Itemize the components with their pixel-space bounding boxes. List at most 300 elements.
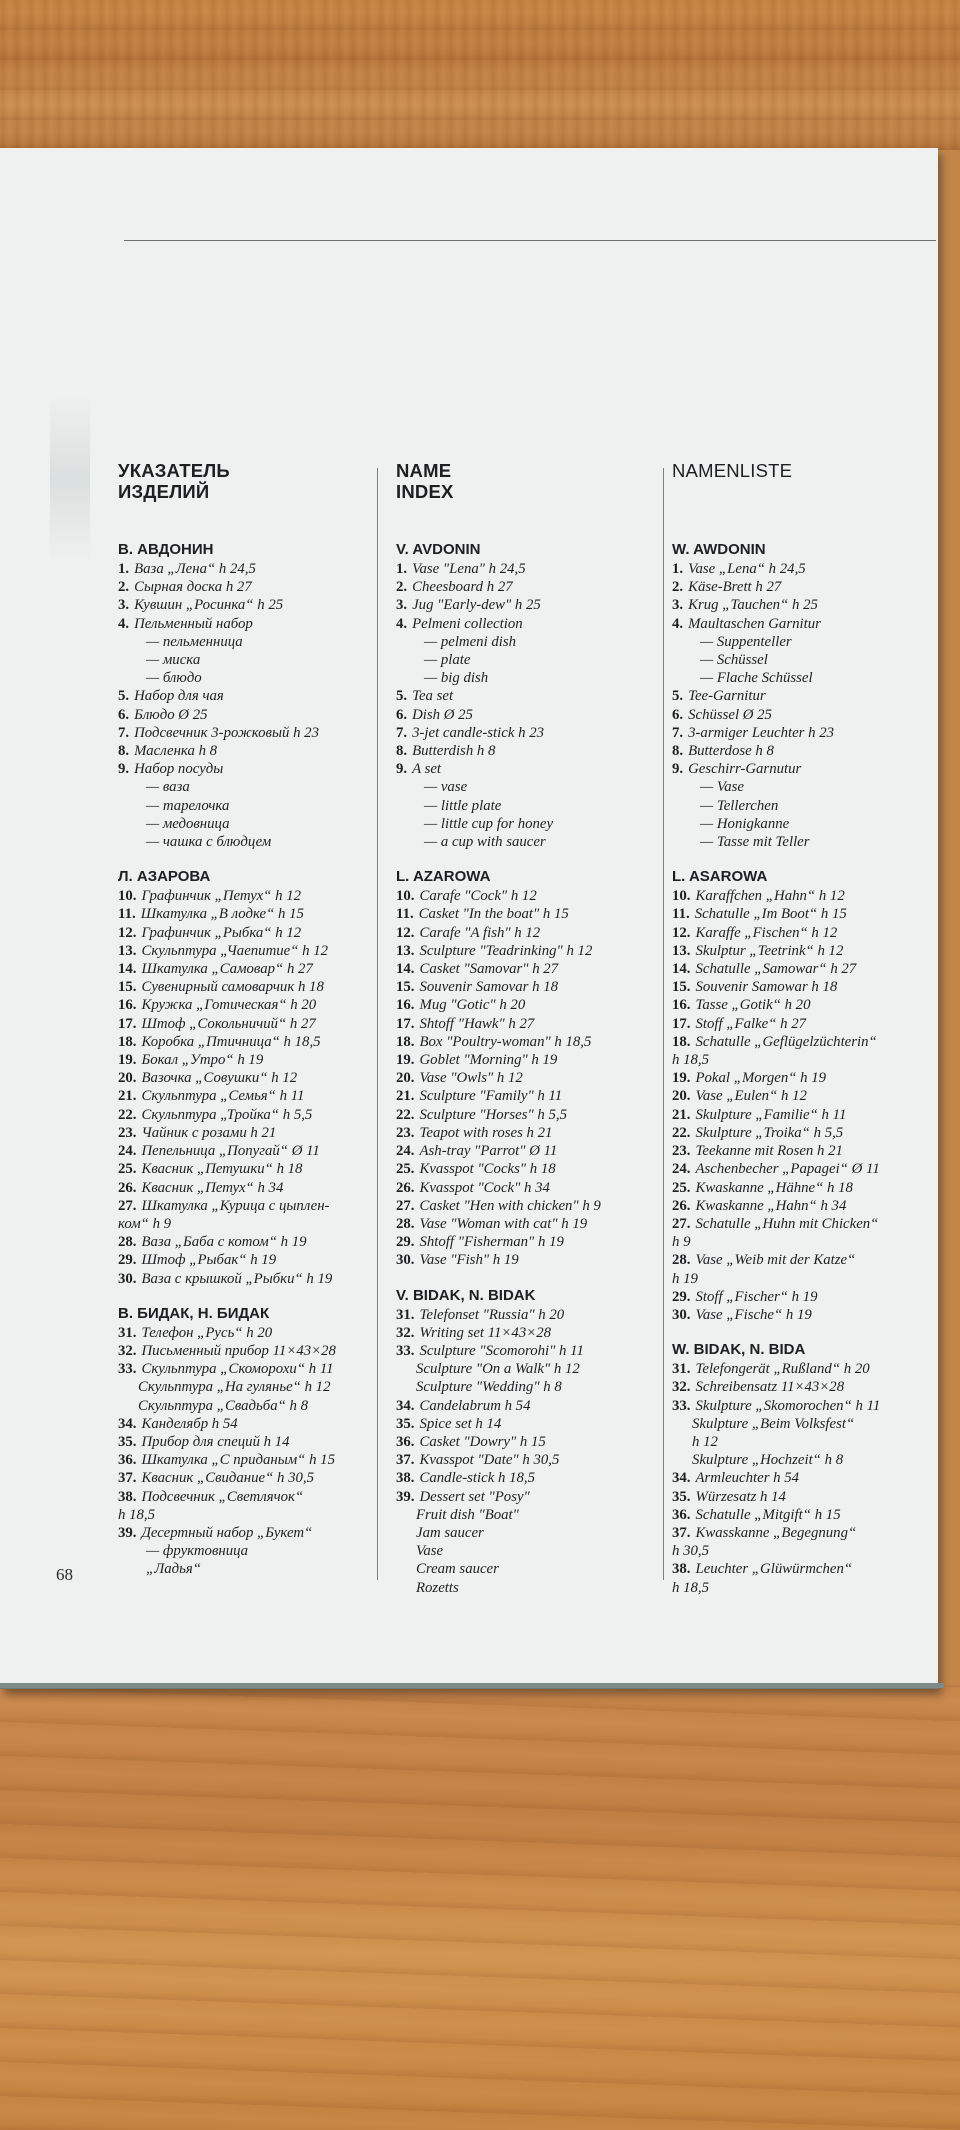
entry-text: Schüssel Ø 25 — [688, 706, 772, 723]
entry-number: 4. — [672, 615, 684, 632]
artist-section — [672, 1340, 934, 1597]
entry-text: Штоф „Сокольничий“ h 27 — [141, 1015, 316, 1032]
index-entry — [118, 615, 370, 633]
index-entry — [672, 1524, 934, 1560]
entry-number: 19. — [396, 1052, 415, 1069]
index-entry — [118, 1106, 370, 1124]
entry-text: Mug "Gotic" h 20 — [419, 997, 526, 1014]
entry-number: 24. — [396, 1143, 415, 1160]
artist-section — [672, 540, 934, 851]
entry-text: Подсвечник „Светлячок“ h 18,5 — [118, 1488, 304, 1523]
entry-text: Shtoff "Fisherman" h 19 — [419, 1234, 564, 1251]
index-entry — [672, 833, 934, 851]
index-entry — [396, 1342, 656, 1360]
entry-number: 34. — [672, 1470, 691, 1487]
index-entry — [672, 1160, 934, 1178]
index-entry — [118, 1324, 370, 1342]
entry-text: Spice set h 14 — [419, 1415, 502, 1432]
entry-number: 8. — [118, 743, 130, 760]
index-entry — [396, 924, 656, 942]
entry-text: Stoff „Fischer“ h 19 — [695, 1288, 818, 1305]
index-entry — [396, 560, 656, 578]
entry-text: Шкатулка „Самовар“ h 27 — [141, 961, 313, 978]
index-entry — [672, 1288, 934, 1306]
entry-number: 7. — [672, 724, 684, 741]
entry-number: 27. — [672, 1215, 691, 1232]
entry-text: Telefonset "Russia" h 20 — [419, 1306, 565, 1323]
entry-number: 24. — [672, 1161, 691, 1178]
index-entry — [118, 1179, 370, 1197]
index-entry — [118, 1124, 370, 1142]
entry-text: — Tasse mit Teller — [700, 834, 810, 851]
artist-section — [118, 867, 370, 1287]
wooden-table-bottom — [0, 1685, 960, 2130]
entry-text: Carafe "A fish" h 12 — [419, 924, 541, 941]
index-entry — [672, 578, 934, 596]
entry-text: — big dish — [424, 670, 489, 687]
index-entry — [672, 942, 934, 960]
wooden-table-top — [0, 0, 960, 150]
entry-number: 4. — [396, 615, 408, 632]
entry-number: 27. — [396, 1197, 415, 1214]
entry-number: 22. — [396, 1106, 415, 1123]
entry-text: Vase "Fish" h 19 — [419, 1252, 519, 1269]
entry-number: 11. — [672, 906, 690, 923]
entry-number: 23. — [396, 1124, 415, 1141]
entry-text: 3-jet candle-stick h 23 — [412, 724, 545, 741]
entry-number: 30. — [672, 1306, 691, 1323]
entry-text: — vase — [424, 779, 468, 796]
entry-text: — фруктовница — [146, 1543, 249, 1560]
entry-text: Teekanne mit Rosen h 21 — [695, 1143, 843, 1160]
entry-number: 26. — [118, 1179, 137, 1196]
entry-number: 38. — [118, 1488, 137, 1505]
entry-text: Skulpture „Troika“ h 5,5 — [695, 1124, 844, 1141]
column-english — [396, 460, 656, 1613]
index-entry — [118, 578, 370, 596]
index-entry — [672, 1560, 934, 1596]
entry-text: Десертный набор „Букет“ — [141, 1524, 313, 1541]
index-entry — [396, 1579, 656, 1597]
entry-number: 14. — [118, 961, 137, 978]
entry-number: 1. — [118, 561, 130, 577]
entry-text: Krug „Tauchen“ h 25 — [688, 597, 818, 614]
entry-number: 39. — [396, 1488, 415, 1505]
entry-text: Ваза „Лена“ h 24,5 — [134, 561, 256, 577]
entry-text: — Vase — [700, 779, 744, 796]
entry-text: Kvasspot "Cock" h 34 — [419, 1179, 550, 1196]
entry-text: 3-armiger Leuchter h 23 — [688, 724, 835, 741]
entry-number: 20. — [396, 1070, 415, 1087]
entry-number: 12. — [396, 924, 415, 941]
artist-name: W. AWDONIN — [672, 541, 766, 558]
index-entry — [672, 1197, 934, 1215]
index-entry — [118, 1469, 370, 1487]
page-stack-edge — [0, 1683, 944, 1688]
show-through-print — [50, 393, 90, 563]
entry-text: Масленка h 8 — [134, 743, 218, 760]
entry-text: Kvasspot "Date" h 30,5 — [419, 1452, 560, 1469]
entry-number: 31. — [672, 1361, 691, 1378]
entry-text: Ваза „Баба с котом“ h 19 — [141, 1234, 307, 1251]
index-entry — [118, 1160, 370, 1178]
entry-text: Ваза с крышкой „Рыбки“ h 19 — [141, 1270, 333, 1287]
entry-number: 33. — [672, 1397, 691, 1414]
index-entry — [118, 778, 370, 796]
entry-text: Schreibensatz 11×43×28 — [695, 1379, 845, 1396]
entry-number: 11. — [396, 906, 414, 923]
index-entry — [118, 1342, 370, 1360]
entry-text: — блюдо — [146, 670, 202, 687]
artist-section — [118, 540, 370, 851]
entry-number: 36. — [118, 1452, 137, 1469]
entry-text: Vase "Owls" h 12 — [419, 1070, 523, 1087]
index-entry — [396, 778, 656, 796]
index-entry — [118, 1378, 370, 1396]
entry-text: — Flache Schüssel — [700, 670, 813, 687]
index-entry — [396, 1179, 656, 1197]
entry-text: Pelmeni collection — [412, 615, 523, 632]
entry-number: 33. — [118, 1361, 137, 1378]
column-german — [672, 460, 934, 1613]
artist-section — [396, 1286, 656, 1597]
entry-text: Графинчик „Рыбка“ h 12 — [141, 924, 302, 941]
entry-text: Sculpture "Wedding" h 8 — [416, 1379, 562, 1396]
artist-name: L. ASAROWA — [672, 868, 768, 886]
entry-number: 15. — [396, 979, 415, 996]
index-entry — [672, 1360, 934, 1378]
entry-number: 9. — [672, 761, 684, 778]
index-entry — [118, 797, 370, 815]
entry-text: Шкатулка „В лодке“ h 15 — [140, 906, 304, 923]
index-entry — [672, 615, 934, 633]
entry-text: Скульптура „Скоморохи“ h 11 — [141, 1361, 334, 1378]
entry-text: — pelmeni dish — [424, 633, 517, 650]
index-entry — [118, 1270, 370, 1288]
entry-text: — Honigkanne — [700, 815, 790, 832]
entry-number: 33. — [396, 1342, 415, 1359]
entry-text: Sculpture "Teadrinking" h 12 — [419, 942, 593, 959]
index-entry — [672, 760, 934, 778]
entry-number: 3. — [396, 597, 408, 614]
entry-number: 14. — [672, 961, 691, 978]
entry-text: Cheesboard h 27 — [412, 579, 513, 596]
index-entry — [118, 669, 370, 687]
entry-text: Tee-Garnitur — [688, 688, 766, 705]
index-entry — [396, 1106, 656, 1124]
column-header: NAMENLISTE — [672, 460, 793, 481]
index-entry — [118, 1560, 370, 1578]
entry-number: 20. — [118, 1070, 137, 1087]
index-entry — [118, 1197, 370, 1233]
entry-number: 17. — [396, 1015, 415, 1032]
index-entry — [396, 1069, 656, 1087]
index-entry — [396, 596, 656, 614]
index-entry — [396, 1233, 656, 1251]
entry-text: Vase "Lena" h 24,5 — [412, 561, 526, 577]
entry-number: 29. — [118, 1252, 137, 1269]
entry-number: 21. — [396, 1088, 415, 1105]
index-entry — [396, 1397, 656, 1415]
index-entry — [118, 1069, 370, 1087]
index-entry — [118, 560, 370, 578]
entry-text: Souvenir Samowar h 18 — [695, 979, 838, 996]
entry-text: Вазочка „Совушки“ h 12 — [141, 1070, 298, 1087]
index-entry — [672, 1215, 934, 1251]
index-entry — [396, 1415, 656, 1433]
entry-number: 24. — [118, 1143, 137, 1160]
entry-number: 31. — [396, 1306, 415, 1323]
entry-text: Cream saucer — [416, 1561, 499, 1578]
entry-text: Kvasspot "Cocks" h 18 — [419, 1161, 556, 1178]
index-entry — [396, 960, 656, 978]
index-entry — [396, 1124, 656, 1142]
index-entry — [118, 1433, 370, 1451]
entry-number: 32. — [118, 1342, 137, 1359]
entry-number: 16. — [672, 997, 691, 1014]
entry-text: Teapot with roses h 21 — [419, 1124, 553, 1141]
entry-text: — plate — [424, 652, 471, 669]
entry-text: Набор для чая — [134, 688, 224, 705]
index-entry — [396, 942, 656, 960]
entry-text: Armleuchter h 54 — [695, 1470, 800, 1487]
entry-number: 18. — [118, 1033, 137, 1050]
index-entry — [672, 924, 934, 942]
entry-text: Casket "Samovar" h 27 — [419, 961, 559, 978]
index-entry — [396, 633, 656, 651]
index-entry — [118, 1397, 370, 1415]
entry-number: 39. — [118, 1524, 137, 1541]
column-header: NAME INDEX — [396, 460, 454, 502]
entry-text: Telefongerät „Rußland“ h 20 — [695, 1361, 870, 1378]
entry-number: 6. — [118, 706, 130, 723]
index-entry — [396, 1524, 656, 1542]
index-entry — [396, 1542, 656, 1560]
entry-text: Stoff „Falke“ h 27 — [695, 1015, 807, 1032]
entry-text: Графинчик „Петух“ h 12 — [141, 888, 301, 905]
index-entry — [672, 1488, 934, 1506]
entry-number: 22. — [118, 1106, 137, 1123]
index-entry — [672, 1124, 934, 1142]
entry-number: 18. — [396, 1033, 415, 1050]
entry-text: Шкатулка „С приданым“ h 15 — [141, 1452, 335, 1469]
entry-text: A set — [412, 761, 442, 778]
entry-number: 7. — [118, 724, 130, 741]
entry-number: 12. — [118, 924, 137, 941]
entry-text: Butterdose h 8 — [688, 743, 774, 760]
entry-text: Goblet "Morning" h 19 — [419, 1052, 558, 1069]
index-entry — [672, 1378, 934, 1396]
entry-text: Karaffchen „Hahn“ h 12 — [695, 888, 845, 905]
index-entry — [118, 1051, 370, 1069]
entry-text: — медовница — [146, 815, 230, 832]
column-header: УКАЗАТЕЛЬ ИЗДЕЛИЙ — [118, 460, 230, 502]
index-entry — [672, 1397, 934, 1415]
entry-number: 36. — [396, 1433, 415, 1450]
entry-text: Box "Poultry-woman" h 18,5 — [419, 1033, 592, 1050]
index-entry — [672, 815, 934, 833]
index-entry — [118, 760, 370, 778]
index-entry — [672, 1106, 934, 1124]
entry-text: Vase „Fische“ h 19 — [695, 1306, 812, 1323]
entry-text: Skulptur „Teetrink“ h 12 — [695, 942, 844, 959]
entry-text: Shtoff "Hawk" h 27 — [419, 1015, 535, 1032]
entry-text: Телефон „Русь“ h 20 — [141, 1324, 273, 1341]
entry-text: Maultaschen Garnitur — [688, 615, 821, 632]
index-entry — [396, 1324, 656, 1342]
index-entry — [672, 651, 934, 669]
index-entry — [396, 1378, 656, 1396]
index-entry — [118, 1451, 370, 1469]
index-entry — [672, 1087, 934, 1105]
entry-text: Vase „Weib mit der Katze“ h 19 — [672, 1252, 856, 1287]
entry-number: 28. — [118, 1234, 137, 1251]
entry-number: 38. — [672, 1561, 691, 1578]
index-entry — [118, 596, 370, 614]
entry-number: 37. — [118, 1470, 137, 1487]
entry-text: Скульптура „Чаепитие“ h 12 — [141, 942, 329, 959]
entry-text: Käse-Brett h 27 — [688, 579, 782, 596]
entry-text: — Schüssel — [700, 652, 768, 669]
entry-text: Прибор для специй h 14 — [141, 1433, 290, 1450]
entry-number: 36. — [672, 1506, 691, 1523]
entry-number: 12. — [672, 924, 691, 941]
entry-text: Kwaskanne „Hähne“ h 18 — [695, 1179, 853, 1196]
index-entry — [118, 1142, 370, 1160]
entry-text: Casket "Hen with chicken" h 9 — [419, 1197, 601, 1214]
entry-number: 7. — [396, 724, 408, 741]
entry-text: Rozetts — [416, 1579, 459, 1596]
index-entry — [672, 1251, 934, 1287]
index-entry — [118, 815, 370, 833]
entry-text: Сувенирный самоварчик h 18 — [141, 979, 324, 996]
index-entry — [396, 905, 656, 923]
entry-number: 34. — [118, 1415, 137, 1432]
entry-text: Sculpture "On a Walk" h 12 — [416, 1361, 580, 1378]
entry-text: Квасник „Петух“ h 34 — [141, 1179, 284, 1196]
entry-text: Aschenbecher „Papagei“ Ø 11 — [695, 1161, 880, 1178]
index-entry — [396, 669, 656, 687]
entry-number: 19. — [672, 1070, 691, 1087]
entry-text: Skulpture „Familie“ h 11 — [695, 1106, 847, 1123]
entry-number: 13. — [396, 942, 415, 959]
index-entry — [396, 1360, 656, 1378]
index-entry — [672, 996, 934, 1014]
index-entry — [118, 1360, 370, 1378]
index-entry — [672, 1033, 934, 1069]
entry-text: Sculpture "Scomorohi" h 11 — [419, 1342, 584, 1359]
index-entry — [396, 1033, 656, 1051]
entry-text: Скульптура „Семья“ h 11 — [141, 1088, 305, 1105]
entry-text: Vase — [416, 1543, 444, 1560]
entry-text: Sculpture "Horses" h 5,5 — [419, 1106, 568, 1123]
entry-text: Бокал „Утро“ h 19 — [141, 1052, 264, 1069]
entry-number: 25. — [118, 1161, 137, 1178]
entry-text: — тарелочка — [146, 797, 230, 814]
index-entry — [118, 1087, 370, 1105]
artist-name: L. AZAROWA — [396, 868, 491, 886]
entry-number: 10. — [118, 888, 137, 905]
entry-number: 28. — [672, 1252, 691, 1269]
entry-number: 9. — [396, 761, 408, 778]
entry-text: „Ладья“ — [146, 1561, 201, 1578]
index-entry — [396, 978, 656, 996]
index-entry — [396, 578, 656, 596]
entry-text: Würzesatz h 14 — [695, 1488, 786, 1505]
index-entry — [396, 1015, 656, 1033]
entry-text: Candle-stick h 18,5 — [419, 1470, 535, 1487]
index-entry — [396, 687, 656, 705]
entry-number: 18. — [672, 1033, 691, 1050]
index-entry — [118, 1015, 370, 1033]
index-entry — [396, 1160, 656, 1178]
entry-number: 16. — [396, 997, 415, 1014]
index-entry — [396, 797, 656, 815]
entry-number: 38. — [396, 1470, 415, 1487]
artist-name: Л. АЗАРОВА — [118, 868, 211, 886]
index-entry — [672, 1451, 934, 1469]
index-entry — [396, 1251, 656, 1269]
entry-number: 3. — [672, 597, 684, 614]
entry-number: 29. — [672, 1288, 691, 1305]
index-entry — [118, 687, 370, 705]
entry-number: 15. — [118, 979, 137, 996]
entry-number: 30. — [396, 1252, 415, 1269]
entry-number: 2. — [118, 579, 130, 596]
entry-number: 17. — [672, 1015, 691, 1032]
index-entry — [118, 996, 370, 1014]
entry-text: Fruit dish "Boat" — [416, 1506, 519, 1523]
entry-text: Tea set — [412, 688, 454, 705]
entry-text: — a cup with saucer — [424, 834, 546, 851]
entry-text: Writing set 11×43×28 — [419, 1324, 551, 1341]
entry-text: Ash-tray "Parrot" Ø 11 — [419, 1143, 558, 1160]
entry-number: 23. — [672, 1143, 691, 1160]
entry-number: 5. — [118, 688, 130, 705]
index-entry — [118, 633, 370, 651]
entry-text: — little cup for honey — [424, 815, 554, 832]
index-entry — [118, 887, 370, 905]
entry-text: Пельменный набор — [134, 615, 253, 632]
entry-number: 37. — [672, 1524, 691, 1541]
entry-text: Tasse „Gotik“ h 20 — [695, 997, 811, 1014]
index-entry — [118, 978, 370, 996]
entry-number: 4. — [118, 615, 130, 632]
column-divider-1 — [377, 468, 378, 1580]
index-entry — [396, 742, 656, 760]
entry-number: 35. — [118, 1433, 137, 1450]
artist-name: V. AVDONIN — [396, 541, 481, 558]
entry-number: 6. — [396, 706, 408, 723]
artist-name: В. АВДОНИН — [118, 541, 214, 558]
index-entry — [396, 1560, 656, 1578]
entry-text: Кувшин „Росинка“ h 25 — [134, 597, 284, 614]
page-number: 68 — [56, 1565, 73, 1584]
entry-number: 15. — [672, 979, 691, 996]
entry-text: Schatulle „Mitgift“ h 15 — [695, 1506, 841, 1523]
entry-text: Письменный прибор 11×43×28 — [141, 1342, 336, 1359]
index-entry — [118, 942, 370, 960]
index-entry — [118, 1251, 370, 1269]
entry-number: 22. — [672, 1124, 691, 1141]
index-entry — [396, 996, 656, 1014]
section-list — [396, 540, 656, 1597]
artist-section — [396, 867, 656, 1269]
entry-number: 27. — [118, 1197, 137, 1214]
entry-number: 13. — [672, 942, 691, 959]
entry-number: 6. — [672, 706, 684, 723]
index-entry — [396, 1451, 656, 1469]
